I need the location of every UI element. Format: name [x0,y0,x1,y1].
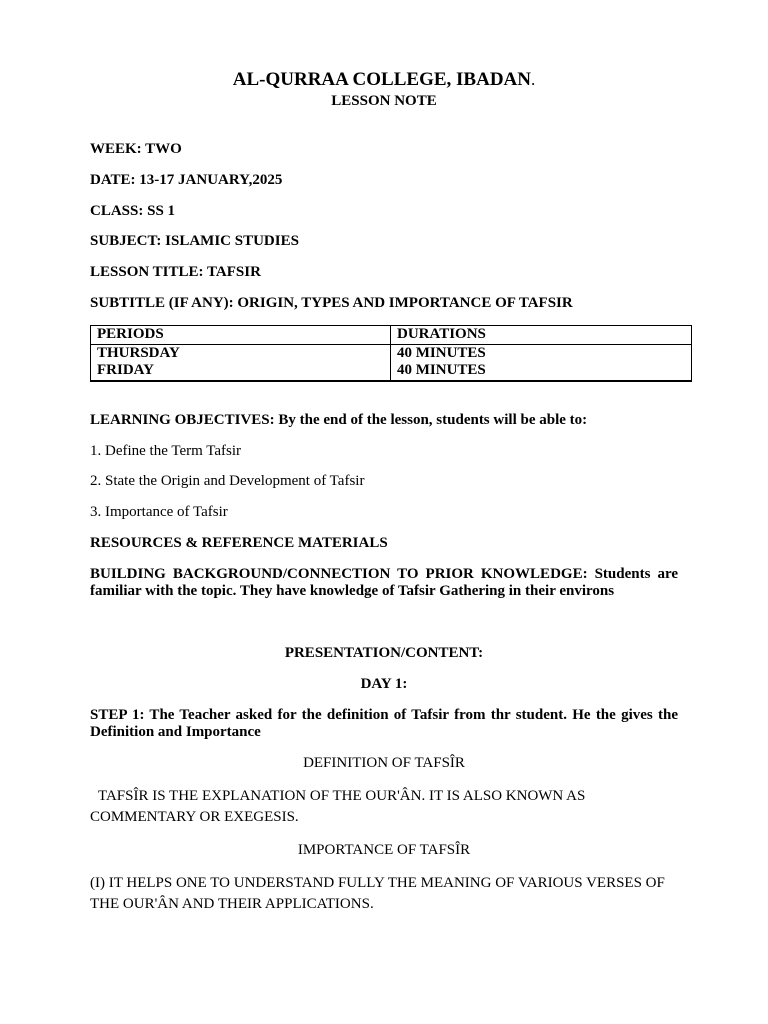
table-cell: THURSDAY [97,344,180,361]
class-line: CLASS: SS 1 [90,203,176,219]
day-heading: DAY 1: [360,676,408,692]
table-cell: FRIDAY [97,362,154,378]
resources-heading: RESOURCES & REFERENCE MATERIALS [90,535,388,551]
presentation-heading: PRESENTATION/CONTENT: [284,645,484,661]
subject-line: SUBJECT: ISLAMIC STUDIES [90,233,299,249]
definition-text: TAFSÎR IS THE EXPLANATION OF THE OUR'ÂN. IT IS ALSO KNOWN AS COMMENTARY OR EXEGESIS. [90,788,586,825]
building-background-paragraph: BUILDING BACKGROUND/CONNECTION TO PRIOR KNOWLEDGE: Students are familiar with the topic. They have knowledge of Tafsir Gathering in their environs [90,566,678,599]
table-cell: 40 MINUTES [397,362,486,378]
table-cell-stack [91,344,391,380]
table-header-cell: PERIODS [91,326,391,345]
table-row [91,344,692,380]
objective-item: 3. Importance of Tafsir [90,504,228,520]
periods-table [90,325,692,382]
table-header-cell: DURATIONS [391,326,692,345]
objective-item: 1. Define the Term Tafsir [90,443,242,459]
importance-item: (I) IT HELPS ONE TO UNDERSTAND FULLY THE MEANING OF VARIOUS VERSES OF THE OUR'ÂN AND THEIR APPLICATIONS. [90,875,665,912]
importance-heading: IMPORTANCE OF TAFSÎR [297,842,471,858]
subtitle-line: SUBTITLE (IF ANY): ORIGIN, TYPES AND IMPORTANCE OF TAFSIR [90,295,573,311]
table-cell: 40 MINUTES [397,344,486,361]
lesson-title-line: LESSON TITLE: TAFSIR [90,264,261,280]
week-line: WEEK: TWO [90,141,182,157]
date-line: DATE: 13-17 JANUARY,2025 [90,172,283,188]
objectives-heading: LEARNING OBJECTIVES: By the end of the lesson, students will be able to: [90,412,588,428]
step1-paragraph: STEP 1: The Teacher asked for the definition of Tafsir from thr student. He the gives the Definition and Importance [90,707,678,740]
school-title: AL-QURRAA COLLEGE, IBADAN. [232,69,536,90]
table-header-row [91,326,692,345]
document-type: LESSON NOTE [331,93,437,109]
table-cell-stack [391,344,692,380]
definition-heading: DEFINITION OF TAFSÎR [303,755,465,771]
objective-item: 2. State the Origin and Development of Tafsir [90,473,365,489]
